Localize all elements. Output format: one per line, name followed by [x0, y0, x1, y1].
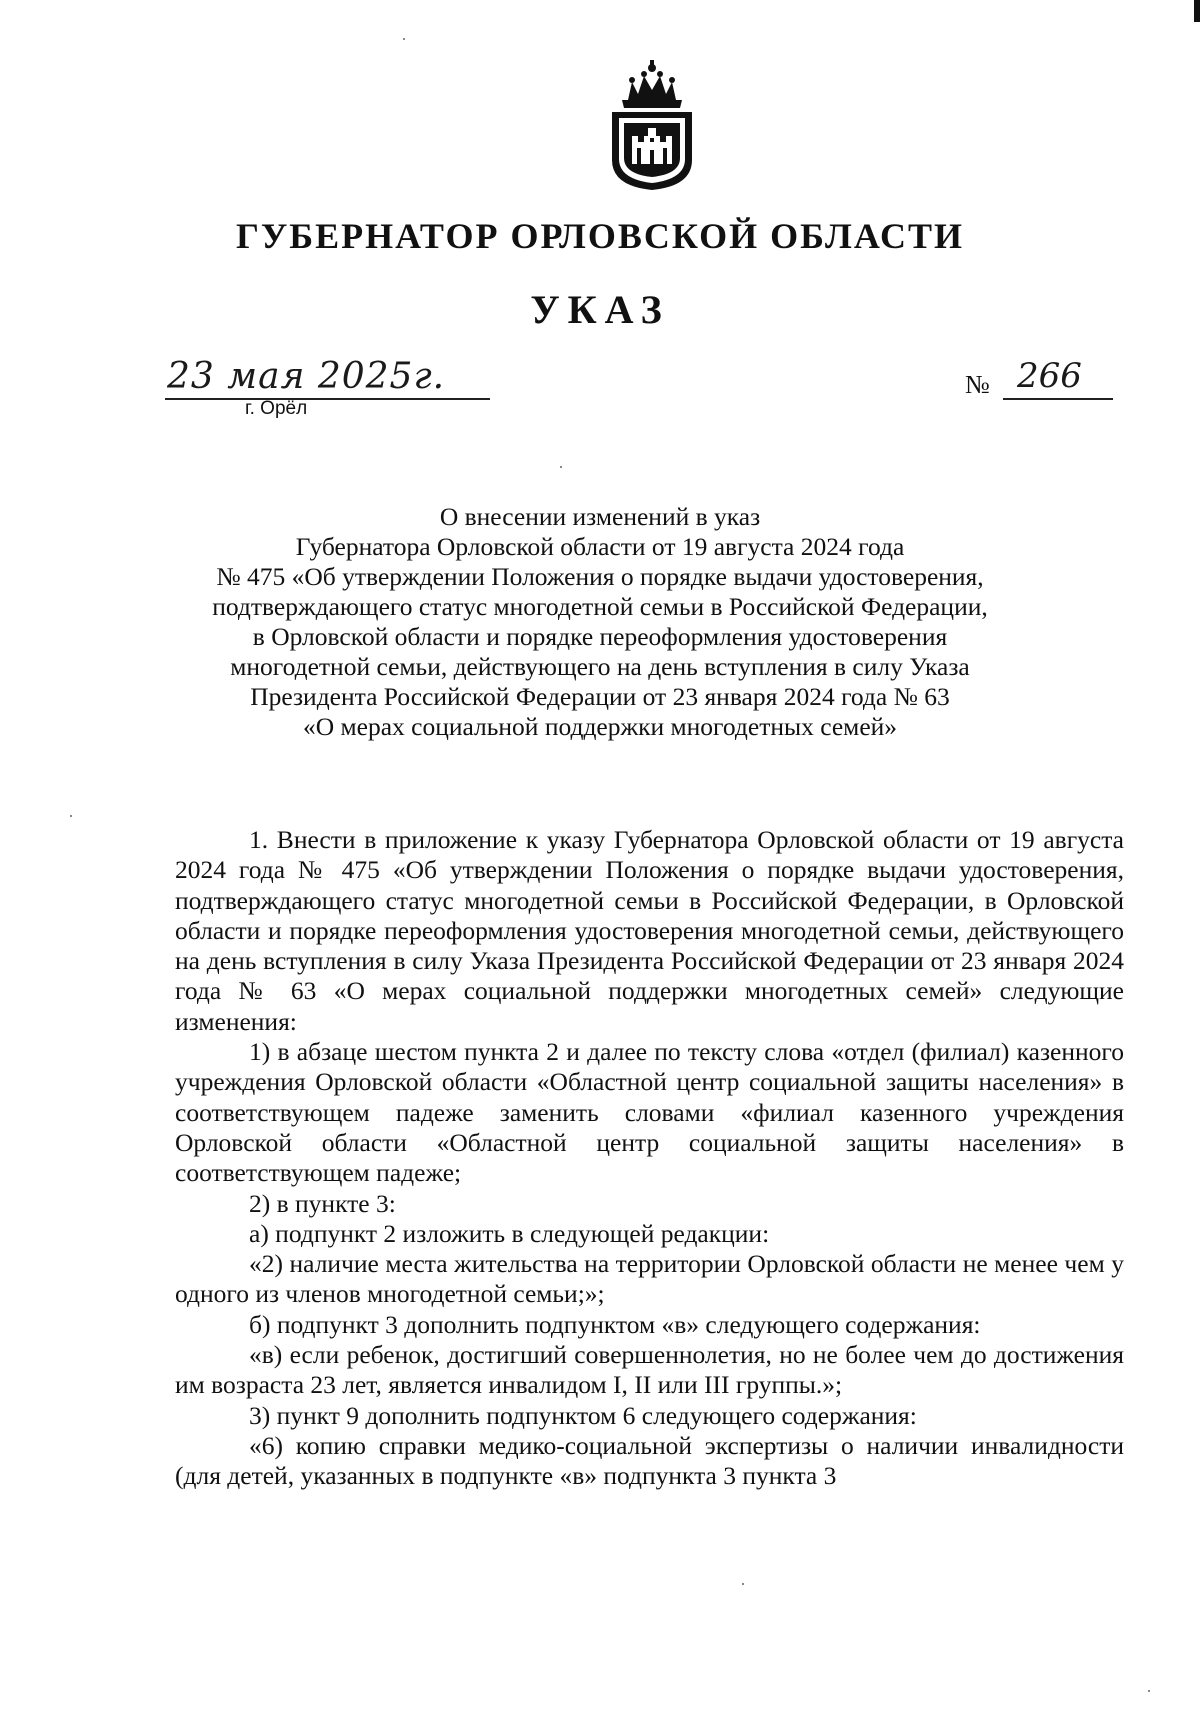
number-underline [1003, 398, 1113, 400]
body-paragraph: 1) в абзаце шестом пункта 2 и далее по тексту слова «отдел (филиал) казенного учреждения Орловской области «Областной центр социальной защиты населения» в соответствующем падеже заменить словами «филиал казенного учреждения Орловской области «Областной центр социальной защиты населения» в соответствующем падеже; [175, 1037, 1124, 1188]
page-corner-mark [1194, 0, 1200, 22]
body-paragraph: 3) пункт 9 дополнить подпунктом 6 следующего содержания: [249, 1400, 917, 1430]
scan-speck [403, 38, 405, 40]
handwritten-date: 23 мая 2025г. [167, 356, 446, 397]
coat-of-arms-emblem [602, 60, 702, 190]
body-paragraph: «6) копию справки медико-социальной экспертизы о наличии инвалидности (для детей, указанных в подпункте «в» подпункта 3 пункта 3 [175, 1430, 1124, 1491]
number-block [965, 358, 1115, 404]
body-paragraph: «2) наличие места жительства на территории Орловской области не менее чем у одного из членов многодетной семьи;»; [175, 1249, 1124, 1309]
date-underline [165, 398, 490, 400]
handwritten-number: 266 [1017, 356, 1082, 396]
subject-line: Губернатора Орловской области от 19 августа 2024 года [295, 532, 905, 561]
scan-speck [560, 466, 562, 468]
body-paragraph: 2) в пункте 3: [249, 1188, 396, 1218]
scan-speck [70, 815, 72, 817]
subject-line: «О мерах социальной поддержки многодетных семей» [302, 712, 898, 741]
body-paragraph: 1. Внести в приложение к указу Губернатора Орловской области от 19 августа 2024 года № 475 «Об утверждении Положения о порядке выдачи удостоверения, подтверждающего статус многодетной семьи в Российской Федерации, в Орловской области и порядке переоформления удостоверения многодетной семьи, действующего на день вступления в силу Указа Президента Российской Федерации от 23 января 2024 года № 63 «О мерах социальной поддержки многодетных семей» следующие изменения: [175, 825, 1124, 1036]
body-paragraph: «в) если ребенок, достигший совершеннолетия, но не более чем до достижения им возраста 23 лет, является инвалидом I, II или III группы.»; [175, 1340, 1124, 1400]
city-label: г. Орёл [245, 398, 308, 419]
number-sign: № [965, 370, 990, 399]
document-type: УКАЗ [530, 287, 670, 332]
scan-speck [1148, 1690, 1150, 1692]
issuer-title: ГУБЕРНАТОР ОРЛОВСКОЙ ОБЛАСТИ [235, 216, 965, 256]
subject-line: № 475 «Об утверждении Положения о порядке выдачи удостоверения, [216, 562, 984, 591]
scan-speck [742, 1583, 744, 1585]
date-block [165, 356, 495, 420]
body-paragraph: а) подпункт 2 изложить в следующей редакции: [249, 1218, 770, 1248]
subject-line: Президента Российской Федерации от 23 января 2024 года № 63 [250, 682, 950, 711]
decree-body [175, 825, 1124, 1492]
subject-line: О внесении изменений в указ [439, 502, 761, 531]
subject-line: в Орловской области и порядке переоформления удостоверения [252, 622, 948, 651]
subject-line: подтверждающего статус многодетной семьи в Российской Федерации, [212, 592, 988, 621]
body-paragraph: б) подпункт 3 дополнить подпунктом «в» следующего содержания: [249, 1309, 981, 1339]
decree-subject [0, 502, 1200, 742]
subject-line: многодетной семьи, действующего на день вступления в силу Указа [230, 652, 970, 681]
